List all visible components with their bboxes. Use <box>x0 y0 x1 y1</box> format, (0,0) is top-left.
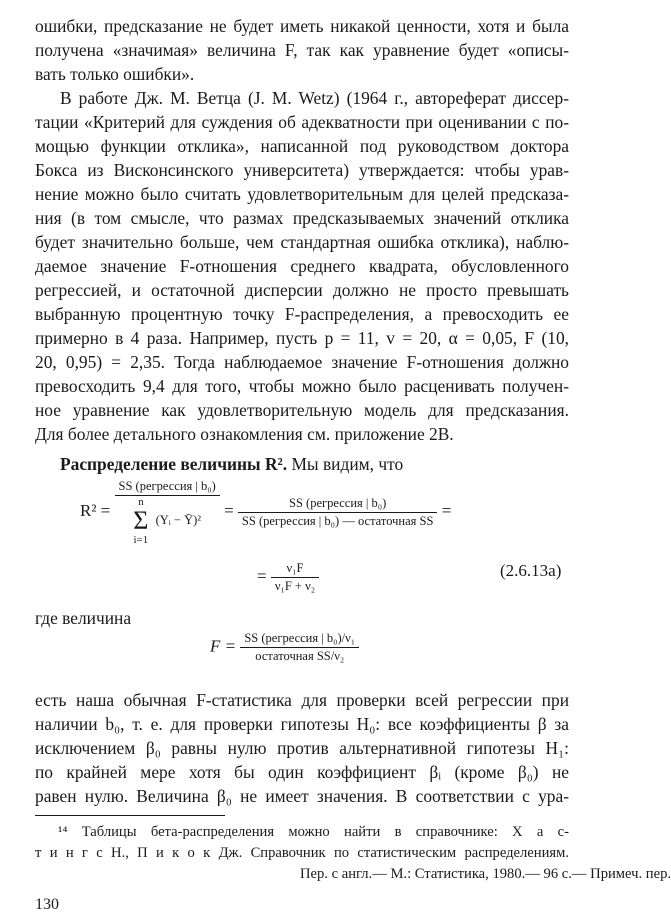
text-line: есть наша обычная F-статистика для проверки всей регрессии при <box>35 690 569 710</box>
sum-sign: n Σ i=1 <box>133 496 149 546</box>
text-line: исключением β₀ равны нулю против альтернативной гипотезы H₁: <box>35 738 569 758</box>
section-heading <box>60 452 569 476</box>
footnote-line: ¹⁴ Таблицы бета-распределения можно найти в справочнике: Х а с- <box>58 824 569 840</box>
formula-r2: R² = SS (регрессия | b₀) n Σ i=1 (Yᵢ − Ȳ)² = $\frac{\text{SS (регрессия | b₀)}}{\text{SS (регрессия | b₀) — остаточная SS}}$ = <box>80 479 452 546</box>
text-line: тации «Критерий для суждения об адекватности при оценивании с по- <box>35 112 569 132</box>
heading-bold: Распределение величины R². <box>60 454 288 474</box>
fraction: SS (регрессия | b₀) n Σ i=1 (Yᵢ − Ȳ)² <box>115 478 220 546</box>
text-line: ное уравнение как удовлетворительную модель для предсказания. <box>35 400 569 420</box>
text-line: наличии b₀, т. е. для проверки гипотезы H₀: все коэффициенты β за <box>35 714 569 734</box>
text-line: будет значительно больше, чем стандартная ошибка отклика), наблю- <box>35 232 569 252</box>
text-line: нение можно было считать удовлетворительным для целей предсказа- <box>35 184 569 204</box>
text-line: ния (в том смысле, что размах предсказываемых значений отклика <box>35 208 569 228</box>
text-line: даемое значение F-отношения среднего квадрата, обусловленного <box>35 256 569 276</box>
equation-number: (2.6.13a) <box>500 561 562 580</box>
text-line: вать только ошибки». <box>35 64 195 84</box>
text-line: где величина <box>35 608 132 628</box>
page-number: 130 <box>35 896 59 913</box>
fraction: $\frac{\text{SS (регрессия | b₀)/ν₁}}{\text{остаточная SS/ν₂}}$ <box>240 630 359 665</box>
text-line: примерно в 4 раза. Например, пусть p = 11, v = 20, α = 0,05, F (10, <box>35 328 569 348</box>
text-line: превосходить 9,4 для того, чтобы можно было расценивать получен- <box>35 376 569 396</box>
text-line: регрессией, и остаточной дисперсии должно не просто превышать <box>35 280 569 300</box>
fraction: $\frac{\text{SS (регрессия | b₀)}}{\text{SS (регрессия | b₀) — остаточная SS}}$ <box>238 495 438 530</box>
footnote-line: т и н г с Н., П и к о к Дж. Справочник по статистическим распределениям. <box>35 845 569 861</box>
text-line: по крайней мере хотя бы один коэффициент βᵢ (кроме β₀) не <box>35 762 569 782</box>
text-line: Бокса из Висконсинского университета) утверждается: чтобы урав- <box>35 160 569 180</box>
text-line: В работе Дж. М. Ветца (J. M. Wetz) (1964 г., автореферат диссер- <box>60 88 569 108</box>
text-line: выбранную процентную точку F-распределения, а превосходить ее <box>35 304 569 324</box>
text-line: мощью функции отклика», написанной под руководством доктора <box>35 136 569 156</box>
formula-f: F = $\frac{\text{SS (регрессия | b₀)/ν₁}}{\text{остаточная SS/ν₂}}$ <box>210 630 359 665</box>
text-line: ошибки, предсказание не будет иметь никакой ценности, хотя и была <box>35 16 569 36</box>
footnote-line: Пер. с англ.— М.: Статистика, 1980.— 96 с.— Примеч. пер. <box>300 866 671 882</box>
footnote-divider <box>35 815 225 816</box>
heading-rest: Мы видим, что <box>291 454 404 474</box>
fraction: $\frac{\text{ν₁F}}{\text{ν₁F + ν₂}}$ <box>271 560 319 595</box>
text-line: 20, 0,95) = 2,35. Тогда наблюдаемое значение F-отношения должно <box>35 352 569 372</box>
text-line: Для более детального ознакомления см. приложение 2В. <box>35 424 454 444</box>
text-line: получена «значимая» величина F, так как уравнение будет «описы- <box>35 40 569 60</box>
text-line: равен нулю. Величина β₀ не имеет значения. В соответствии с ура- <box>35 786 569 806</box>
formula-lhs: R² = <box>80 500 111 520</box>
formula-r2-cont: = $\frac{\text{ν₁F}}{\text{ν₁F + ν₂}}$ <box>257 560 319 595</box>
